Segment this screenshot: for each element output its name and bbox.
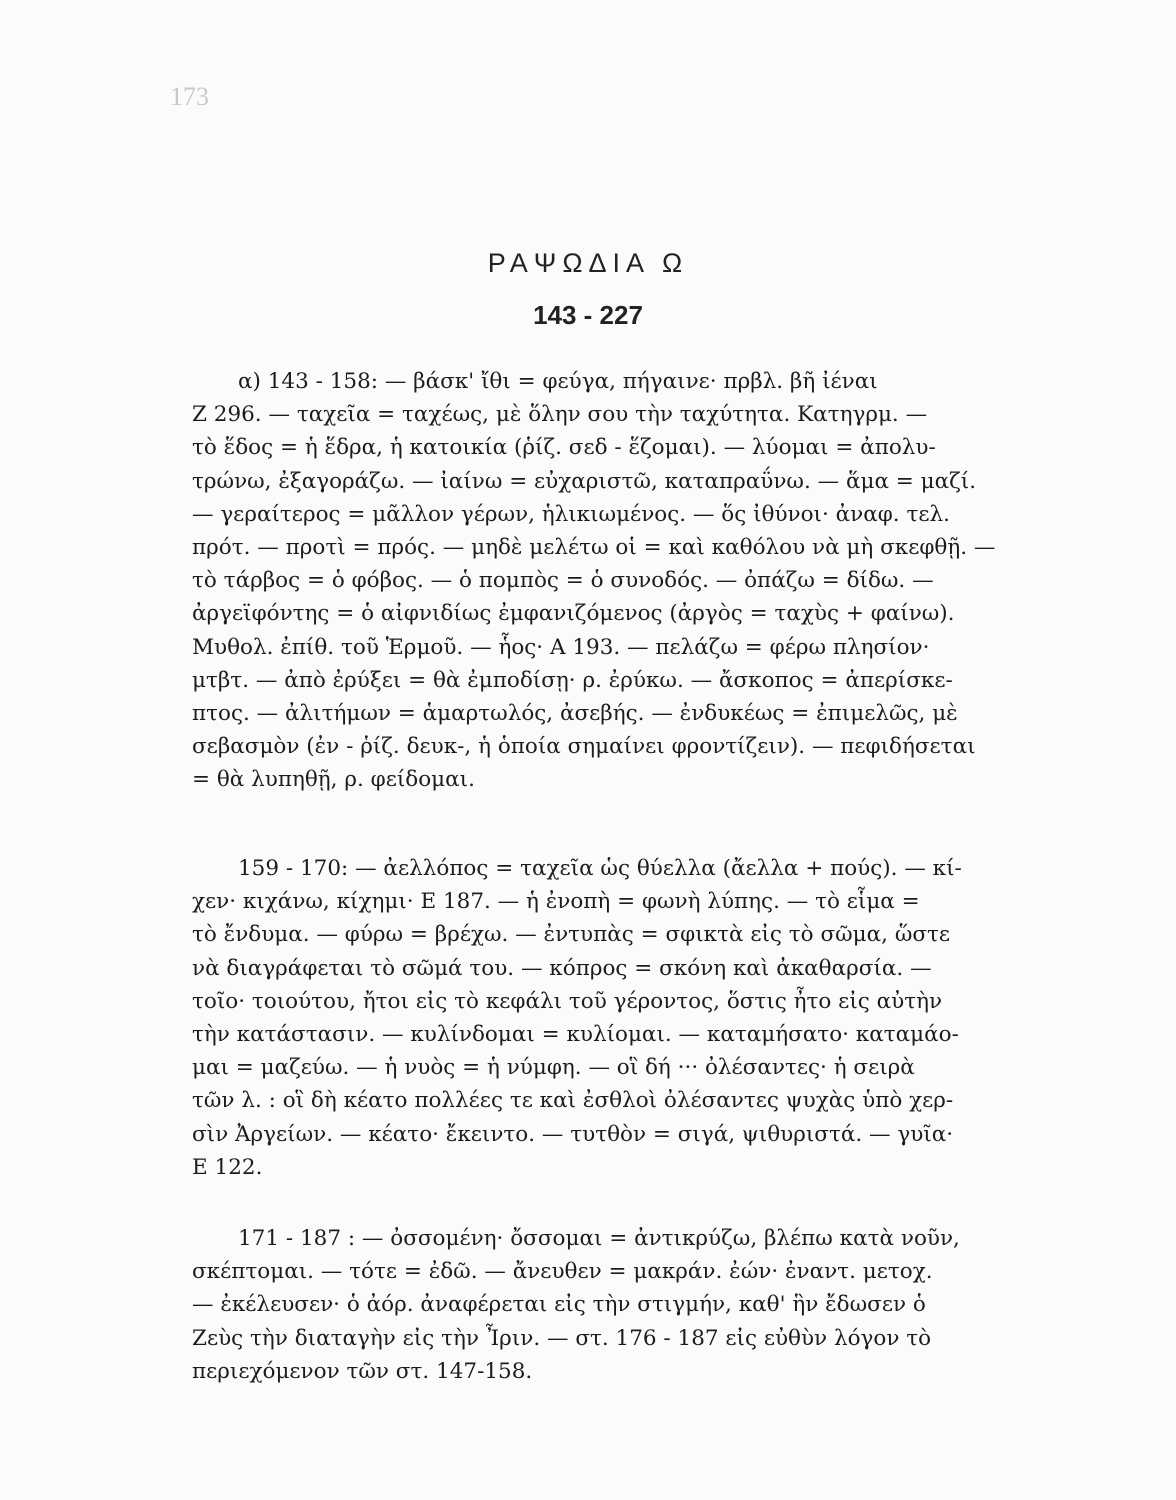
verse-range: 143 - 227: [533, 300, 643, 330]
commentary-paragraph-3: [192, 1222, 1040, 1388]
text-line: περιεχόμενον τῶν στ. 147-158.: [192, 1358, 533, 1384]
commentary-paragraph-1: [192, 365, 1040, 796]
text-line: τὸ τάρβος = ὁ φόβος. — ὁ πομπὸς = ὁ συνοδός. — ὀπάζω = δίδω. —: [192, 568, 934, 594]
text-line: τῶν λ. : οἳ δὴ κέατο πολλέες τε καὶ ἐσθλοὶ ὀλέσαντες ψυχὰς ὑπὸ χερ-: [192, 1088, 954, 1114]
text-line: τοῖο· τοιούτου, ἤτοι εἰς τὸ κεφάλι τοῦ γέροντος, ὅστις ἦτο εἰς αὐτὴν: [192, 988, 943, 1014]
text-line: νὰ διαγράφεται τὸ σῶμά του. — κόπρος = σκόνη καὶ ἀκαθαρσία. —: [192, 955, 932, 981]
page-number: 173: [170, 82, 209, 111]
text-line: σκέπτομαι. — τότε = ἐδῶ. — ἄνευθεν = μακράν. ἐών· ἐναντ. μετοχ.: [192, 1259, 933, 1285]
text-line: τρώνω, ἐξαγοράζω. — ἰαίνω = εὐχαριστῶ, καταπραΰνω. — ἅμα = μαζί.: [192, 468, 977, 494]
text-line: = θὰ λυπηθῇ, ρ. φείδομαι.: [192, 767, 475, 793]
text-line: Ε 122.: [192, 1154, 263, 1180]
text-line: 171 - 187 : — ὀσσομένη· ὄσσομαι = ἀντικρύζω, βλέπω κατὰ νοῦν,: [238, 1226, 960, 1251]
text-line: Μυθολ. ἐπίθ. τοῦ Ἑρμοῦ. — ἧος· Α 193. — πελάζω = φέρω πλησίον·: [192, 634, 930, 660]
text-line: μτβτ. — ἀπὸ ἐρύξει = θὰ ἐμποδίσῃ· ρ. ἐρύκω. — ἄσκοπος = ἀπερίσκε-: [192, 667, 953, 693]
text-line: πρότ. — προτὶ = πρός. — μηδὲ μελέτω οἱ = καὶ καθόλου νὰ μὴ σκεφθῇ. —: [192, 534, 996, 560]
text-line: α) 143 - 158: — βάσκ' ἴθι = φεύγα, πήγαινε· πρβλ. βῆ ἰέναι: [238, 369, 878, 394]
text-line: 159 - 170: — ἀελλόπος = ταχεῖα ὡς θύελλα (ἄελλα + πούς). — κί-: [238, 856, 962, 881]
commentary-paragraph-2: [192, 852, 1040, 1184]
text-line: ἀργεϊφόντης = ὁ αἰφνιδίως ἐμφανιζόμενος (ἀργὸς = ταχὺς + φαίνω).: [192, 601, 955, 627]
text-line: χεν· κιχάνω, κίχημι· Ε 187. — ἡ ἐνοπὴ = φωνὴ λύπης. — τὸ εἷμα =: [192, 889, 920, 915]
text-line: τὸ ἔνδυμα. — φύρω = βρέχω. — ἐντυπὰς = σφικτὰ εἰς τὸ σῶμα, ὥστε: [192, 922, 951, 948]
text-line: σεβασμὸν (ἐν - ῥίζ. δευκ-, ἡ ὁποία σημαίνει φροντίζειν). — πεφιδήσεται: [192, 734, 976, 760]
text-line: τὴν κατάστασιν. — κυλίνδομαι = κυλίομαι. — καταμήσατο· καταμάο-: [192, 1021, 959, 1047]
text-line: Ζεὺς τὴν διαταγὴν εἰς τὴν Ἶριν. — στ. 176 - 187 εἰς εὐθὺν λόγον τὸ: [192, 1325, 932, 1351]
text-line: Ζ 296. — ταχεῖα = ταχέως, μὲ ὅλην σου τὴν ταχύτητα. Κατηγρμ. —: [192, 402, 928, 428]
text-line: — ἐκέλευσεν· ὁ ἀόρ. ἀναφέρεται εἰς τὴν στιγμήν, καθ' ἣν ἔδωσεν ὁ: [192, 1292, 926, 1318]
text-line: μαι = μαζεύω. — ἡ νυὸς = ἡ νύμφη. — οἳ δή ··· ὀλέσαντες· ἡ σειρὰ: [192, 1055, 915, 1081]
text-line: τὸ ἕδος = ἡ ἕδρα, ἡ κατοικία (ῥίζ. σεδ - ἕζομαι). — λύομαι = ἀπολυ-: [192, 435, 936, 461]
text-line: πτος. — ἀλιτήμων = ἁμαρτωλός, ἀσεβής. — ἐνδυκέως = ἐπιμελῶς, μὲ: [192, 700, 958, 726]
text-line: — γεραίτερος = μᾶλλον γέρων, ἡλικιωμένος. — ὅς ἰθύνοι· ἀναφ. τελ.: [192, 501, 950, 527]
chapter-title: ΡΑΨΩΔΙΑ Ω: [487, 248, 689, 278]
text-line: σὶν Ἀργείων. — κέατο· ἔκειντο. — τυτθὸν = σιγά, ψιθυριστά. — γυῖα·: [192, 1121, 954, 1147]
